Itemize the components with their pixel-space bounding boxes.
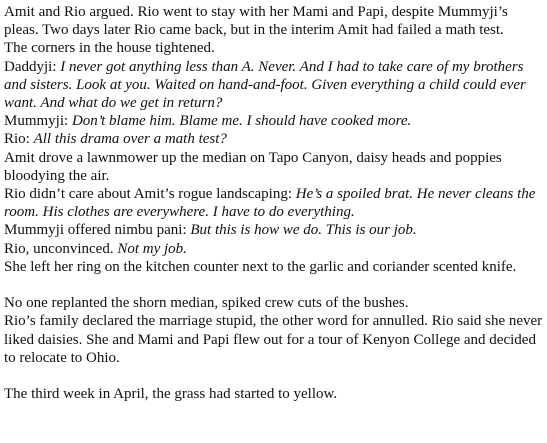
paragraph-daddyji: Daddyji: I never got anything less than A. Never. And I had to take care of my brothers and sisters. Look at you. Waited on hand-and-foot. Given everything a child could ever want. And what do we get in return? — [4, 58, 526, 112]
paragraph-break — [4, 276, 543, 294]
paragraph-unconvinced: Rio, unconvinced. Not my job. — [4, 240, 187, 257]
paragraph-rogue-landscaping: Rio didn’t care about Amit’s rogue landscaping: He’s a spoiled brat. He never cleans the room. His clothes are everywhere. I have to do everything. — [4, 186, 536, 221]
paragraph-ring: She left her ring on the kitchen counter next to the garlic and coriander scented knife. — [4, 258, 517, 275]
paragraph-april: The third week in April, the grass had started to yellow. — [4, 386, 338, 403]
paragraph-break — [4, 367, 543, 385]
paragraph-rio-drama: Rio: All this drama over a math test? — [4, 131, 227, 148]
paragraph-median: No one replanted the shorn median, spiked crew cuts of the bushes. — [4, 295, 409, 312]
paragraph-mummyji: Mummyji: Don’t blame him. Blame me. I should have cooked more. — [4, 113, 412, 130]
paragraph-corners: The corners in the house tightened. — [4, 40, 215, 57]
paragraph-ohio: Rio’s family declared the marriage stupid, the other word for annulled. Rio said she never liked daisies. She and Mami and Papi flew out for a tour of Kenyon College and decided to relocate to Ohio. — [4, 313, 543, 366]
paragraph-argument: Amit and Rio argued. Rio went to stay with her Mami and Papi, despite Mummyji’s pleas. Two days later Rio came back, but in the interim Amit had failed a math test. — [4, 4, 508, 39]
paragraph-nimbu-pani: Mummyji offered nimbu pani: But this is how we do. This is our job. — [4, 222, 417, 239]
paragraph-lawnmower: Amit drove a lawnmower up the median on Tapo Canyon, daisy heads and poppies bloodying the air. — [4, 149, 502, 184]
